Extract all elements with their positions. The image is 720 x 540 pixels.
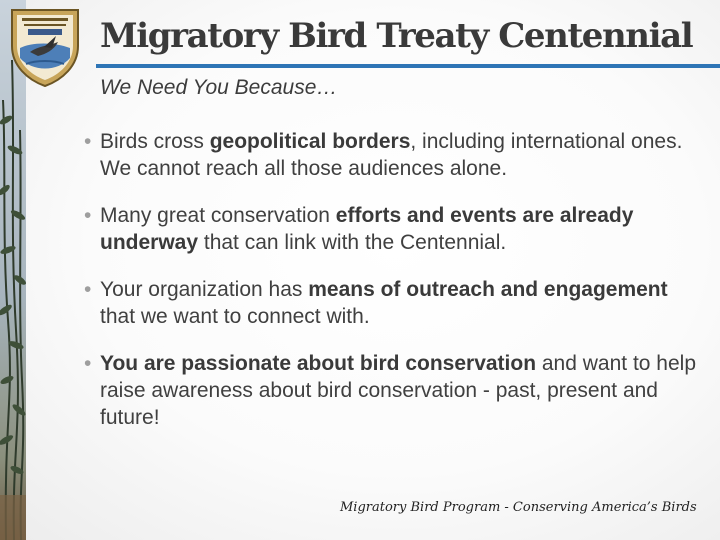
bullet-text: Many great conservation [100, 204, 336, 227]
bullet-text: Birds cross [100, 130, 210, 153]
bullet-item [82, 350, 702, 431]
bullet-item [82, 276, 702, 330]
bullet-dot-icon: • [84, 130, 92, 153]
bullet-emphasis: efforts and events are already underway [100, 204, 634, 254]
bullet-dot-icon: • [84, 278, 92, 301]
slide-footer: Migratory Bird Program - Conserving America’s Birds [340, 500, 697, 515]
bullet-list [82, 128, 702, 451]
bullet-emphasis: means of outreach and engagement [308, 278, 668, 301]
fws-shield-icon [8, 6, 82, 88]
bullet-text: , including international ones. We cannot reach all those audiences alone. [100, 130, 683, 180]
bullet-text: Your organization has [100, 278, 309, 301]
bullet-dot-icon: • [84, 204, 92, 227]
bullet-dot-icon: • [84, 352, 92, 375]
bullet-text: and want to help raise awareness about bird conservation - past, present and future! [100, 352, 696, 429]
bullet-item [82, 202, 702, 256]
bullet-text: that can link with the Centennial. [198, 231, 507, 254]
bullet-emphasis: You are passionate about bird conservation [100, 352, 537, 375]
bullet-text: that we want to connect with. [100, 305, 370, 328]
title-divider [96, 64, 720, 68]
slide-subtitle: We Need You Because… [100, 76, 338, 99]
slide-title: Migratory Bird Treaty Centennial [100, 16, 693, 56]
bullet-item [82, 128, 702, 182]
bullet-emphasis: geopolitical borders [209, 130, 411, 153]
